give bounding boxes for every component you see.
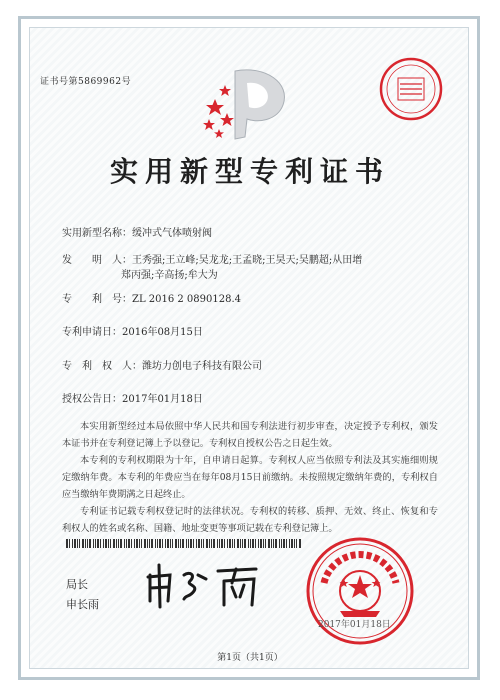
- field-value: 王秀强;王立峰;吴龙龙;王孟晓;王昊天;吴鹏超;从田增: [132, 255, 363, 266]
- certificate-body: [62, 418, 438, 537]
- field-value: 2016年08月15日: [122, 327, 203, 338]
- field-label: 专 利 号：: [62, 294, 132, 305]
- body-paragraph: 本专利的专利权期限为十年，自申请日起算。专利权人应当依照专利法及其实施细则规定缴纳年费。本专利的年费应当在每年08月15日前缴纳。未按照规定缴纳年费的，专利权自应当缴纳年费期满之日起终止。: [62, 455, 438, 500]
- field-inventors: [62, 251, 362, 266]
- field-value: 郑丙强;辛高扬;牟大为: [121, 270, 218, 281]
- field-label: 专 利 权 人：: [62, 361, 142, 372]
- national-ip-office-seal-icon: [300, 535, 420, 650]
- page-number: 第1页（共1页）: [217, 653, 283, 663]
- body-paragraph: 专利证书记载专利权登记时的法律状况。专利权的转移、质押、无效、终止、恢复和专利权人的姓名或名称、国籍、地址变更等事项记载在专利登记簿上。: [62, 506, 438, 534]
- handwritten-signature-icon: [140, 561, 270, 611]
- field-grant-date: [62, 390, 203, 405]
- barcode-icon: [66, 539, 302, 548]
- field-value: 2017年01月18日: [122, 394, 203, 405]
- field-application-date: [62, 323, 203, 338]
- signatory-name: 申长雨: [66, 598, 99, 611]
- field-value: ZL 2016 2 0890128.4: [132, 294, 242, 305]
- body-paragraph: 本实用新型经过本局依照中华人民共和国专利法进行初步审查，决定授予专利权，颁发本证书并在专利登记簿上予以登记。专利权自授权公告之日起生效。: [62, 421, 438, 449]
- seal-date: 2017年01月18日: [318, 620, 391, 630]
- signatory-title: 局长: [66, 578, 88, 591]
- page-title: 实用新型专利证书: [109, 155, 390, 188]
- field-label: 发 明 人：: [62, 255, 132, 266]
- field-patentee: [62, 357, 262, 372]
- top-red-seal-icon: [378, 56, 444, 122]
- field-inventors-continued: [121, 266, 218, 281]
- patent-office-emblem-icon: [195, 63, 305, 143]
- field-value: 缓冲式气体喷射阀: [132, 228, 212, 239]
- field-patent-number: [62, 290, 241, 305]
- field-value: 潍坊力创电子科技有限公司: [142, 361, 262, 372]
- certificate-number: 证书号第5869962号: [40, 77, 132, 87]
- field-label: 授权公告日：: [62, 394, 122, 405]
- field-utility-model-name: [62, 224, 212, 239]
- field-label: 实用新型名称：: [62, 228, 132, 239]
- field-label: 专利申请日：: [62, 327, 122, 338]
